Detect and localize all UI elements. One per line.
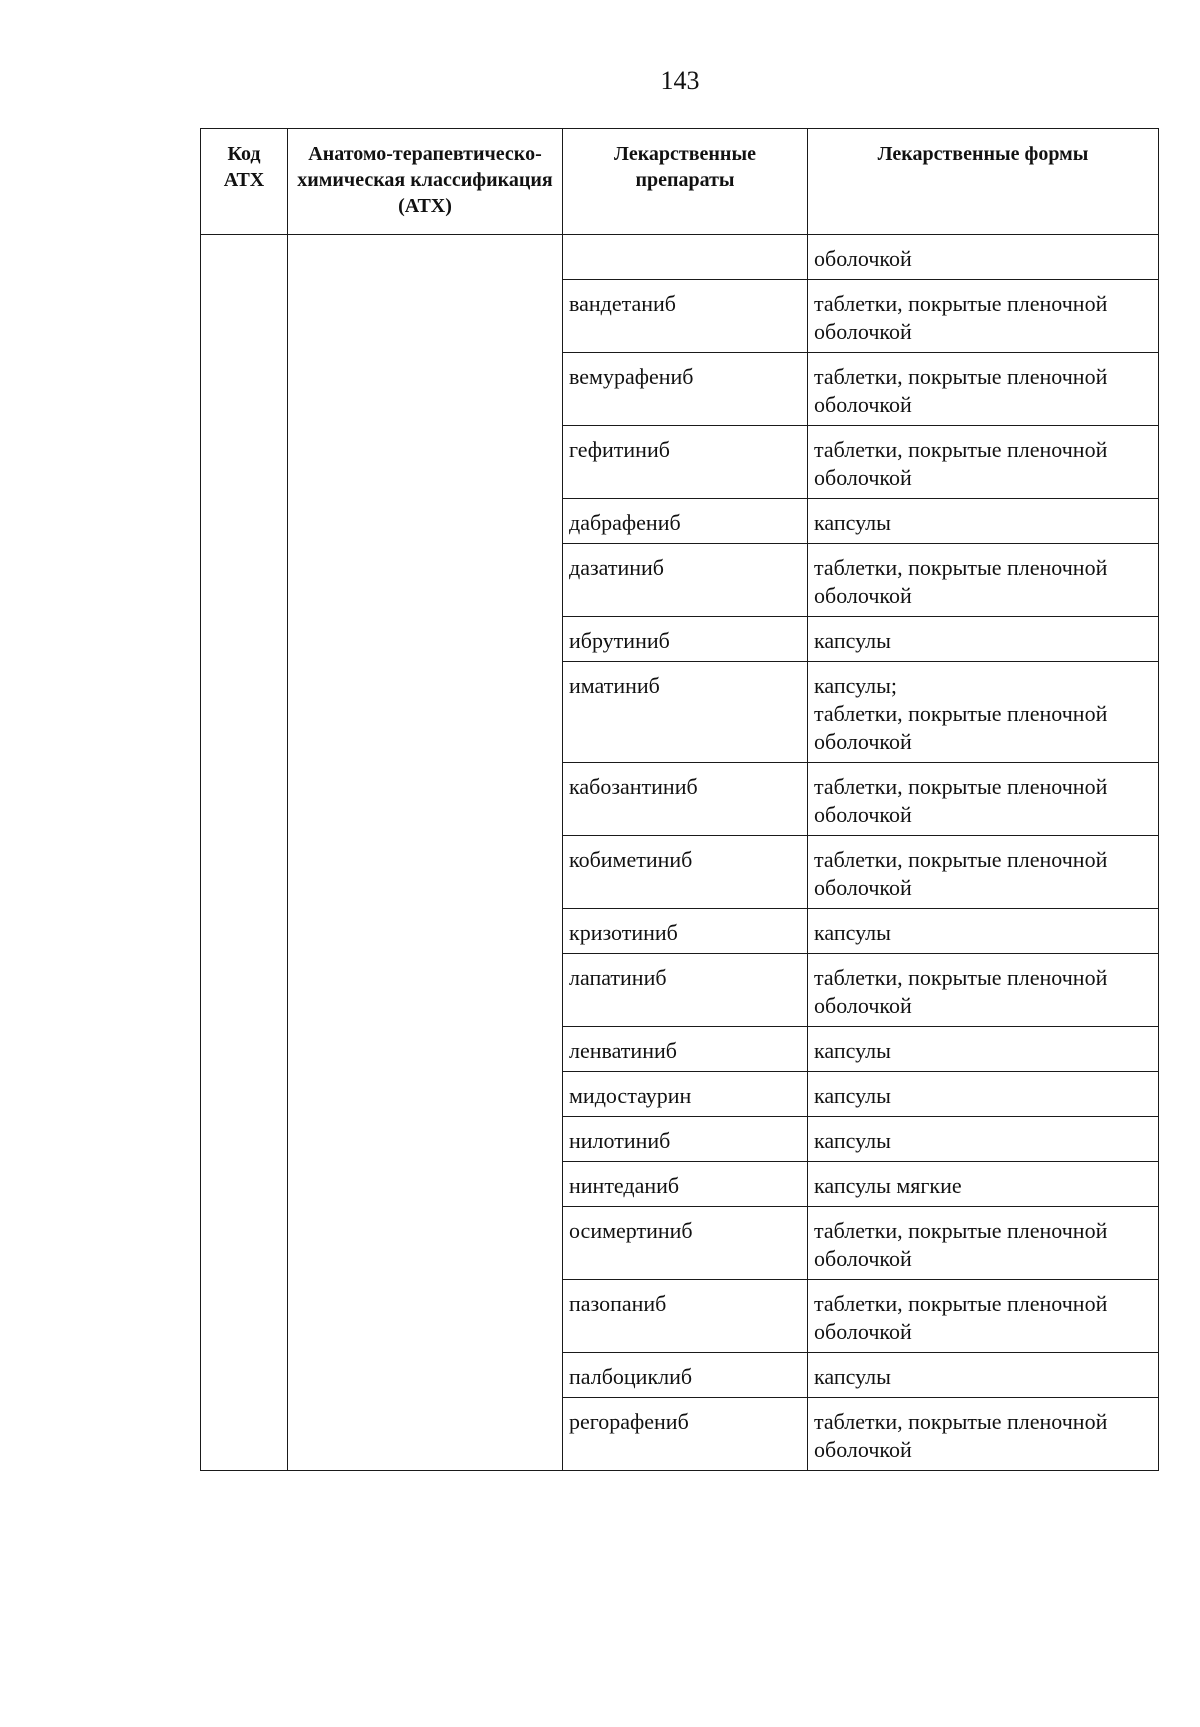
drug-cell: иматиниб xyxy=(563,662,808,763)
forms-cell xyxy=(808,836,1159,909)
form-text: оболочкой xyxy=(814,246,912,271)
drug-cell: дазатиниб xyxy=(563,544,808,617)
form-text: таблетки, покрытые пленочной оболочкой xyxy=(814,965,1108,1018)
forms-cell xyxy=(808,499,1159,544)
forms-cell xyxy=(808,954,1159,1027)
form-text: капсулы мягкие xyxy=(814,1173,962,1198)
drug-cell: нинтеданиб xyxy=(563,1162,808,1207)
drug-cell: кризотиниб xyxy=(563,909,808,954)
drug-cell: мидостаурин xyxy=(563,1072,808,1117)
form-text: капсулы xyxy=(814,1083,891,1108)
form-text: капсулы xyxy=(814,510,891,535)
drug-cell: кобиметиниб xyxy=(563,836,808,909)
drug-cell: ленватиниб xyxy=(563,1027,808,1072)
table-header-row xyxy=(201,129,1159,235)
forms-cell xyxy=(808,235,1159,280)
form-text: таблетки, покрытые пленочной оболочкой xyxy=(814,291,1108,344)
drug-cell: ибрутиниб xyxy=(563,617,808,662)
forms-cell xyxy=(808,544,1159,617)
header-code: Код АТХ xyxy=(201,129,288,235)
drug-cell: пазопаниб xyxy=(563,1280,808,1353)
code-cell-empty xyxy=(201,235,288,1471)
forms-cell xyxy=(808,617,1159,662)
page-number: 143 xyxy=(660,66,700,95)
forms-cell xyxy=(808,1162,1159,1207)
form-text: капсулы xyxy=(814,628,891,653)
forms-cell xyxy=(808,1072,1159,1117)
forms-cell xyxy=(808,353,1159,426)
header-forms: Лекарственные формы xyxy=(808,129,1159,235)
drug-cell: палбоциклиб xyxy=(563,1353,808,1398)
form-text: капсулы; xyxy=(814,673,897,698)
forms-cell xyxy=(808,1398,1159,1471)
drug-cell: вемурафениб xyxy=(563,353,808,426)
form-text: таблетки, покрытые пленочной оболочкой xyxy=(814,1291,1108,1344)
form-text: капсулы xyxy=(814,1128,891,1153)
form-text: таблетки, покрытые пленочной оболочкой xyxy=(814,1218,1108,1271)
form-text: таблетки, покрытые пленочной оболочкой xyxy=(814,555,1108,608)
drug-cell xyxy=(563,235,808,280)
forms-cell xyxy=(808,763,1159,836)
drug-cell: вандетаниб xyxy=(563,280,808,353)
atx-table-container xyxy=(200,128,1158,1471)
form-text: таблетки, покрытые пленочной оболочкой xyxy=(814,774,1108,827)
classification-cell-empty xyxy=(288,235,563,1471)
form-text: таблетки, покрытые пленочной оболочкой xyxy=(814,1409,1108,1462)
form-text: капсулы xyxy=(814,920,891,945)
forms-cell xyxy=(808,426,1159,499)
forms-cell xyxy=(808,1027,1159,1072)
forms-cell xyxy=(808,280,1159,353)
form-text: таблетки, покрытые пленочной оболочкой xyxy=(814,701,1108,754)
header-classification: Анатомо-терапевтическо-химическая классификация (АТХ) xyxy=(288,129,563,235)
drug-cell: гефитиниб xyxy=(563,426,808,499)
form-text: таблетки, покрытые пленочной оболочкой xyxy=(814,847,1108,900)
drug-cell: кабозантиниб xyxy=(563,763,808,836)
form-text: таблетки, покрытые пленочной оболочкой xyxy=(814,364,1108,417)
header-drugs: Лекарственные препараты xyxy=(563,129,808,235)
drug-cell: лапатиниб xyxy=(563,954,808,1027)
forms-cell xyxy=(808,662,1159,763)
drug-cell: дабрафениб xyxy=(563,499,808,544)
table-body xyxy=(201,235,1159,1471)
form-text: капсулы xyxy=(814,1038,891,1063)
table-row xyxy=(201,235,1159,280)
atx-table xyxy=(200,128,1159,1471)
forms-cell xyxy=(808,909,1159,954)
drug-cell: осимертиниб xyxy=(563,1207,808,1280)
drug-cell: нилотиниб xyxy=(563,1117,808,1162)
forms-cell xyxy=(808,1207,1159,1280)
form-text: капсулы xyxy=(814,1364,891,1389)
drug-cell: регорафениб xyxy=(563,1398,808,1471)
forms-cell xyxy=(808,1117,1159,1162)
form-text: таблетки, покрытые пленочной оболочкой xyxy=(814,437,1108,490)
forms-cell xyxy=(808,1280,1159,1353)
forms-cell xyxy=(808,1353,1159,1398)
